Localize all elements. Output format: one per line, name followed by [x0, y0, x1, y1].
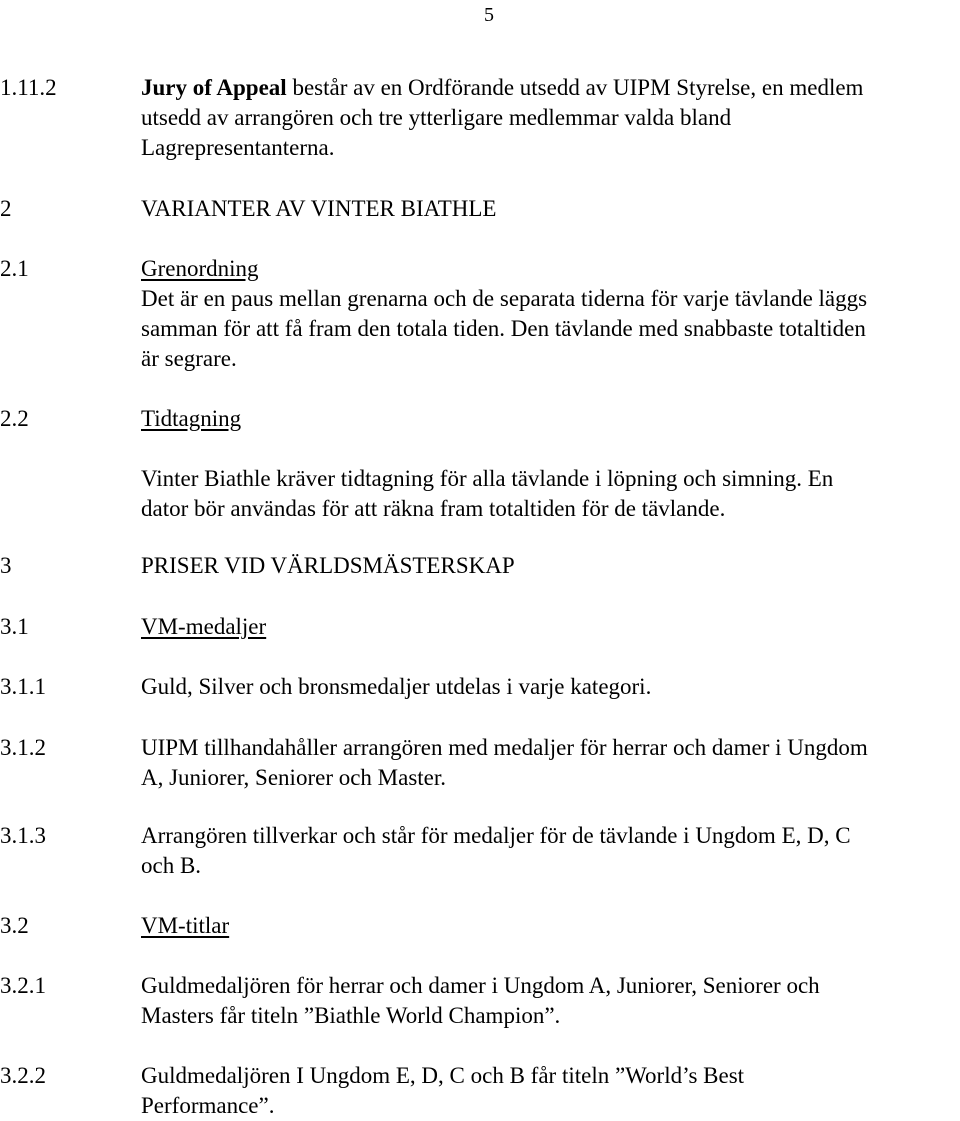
- section-number-3-2-2: 3.2.2: [0, 1063, 46, 1088]
- section-1-11-2-line-1: [141, 73, 960, 103]
- section-3-2-1-line-2: Masters får titeln ”Biathle World Champion”.: [141, 1003, 561, 1028]
- section-1-11-2-text: [141, 73, 960, 163]
- section-3-2-2-line-2: Performance”.: [141, 1093, 275, 1118]
- section-number-3-2-1: 3.2.1: [0, 973, 46, 998]
- jury-of-appeal-term: Jury of Appeal: [141, 75, 287, 100]
- section-3-1-3-line-2: och B.: [141, 853, 202, 878]
- section-3-1-2-text: [141, 733, 960, 793]
- section-2-1-line-3: är segrare.: [141, 346, 237, 371]
- section-3-heading: PRISER VID VÄRLDSMÄSTERSKAP: [141, 553, 515, 578]
- section-number-3: 3: [0, 553, 12, 578]
- section-number-3-1-2: 3.1.2: [0, 735, 46, 760]
- section-number-2-1: 2.1: [0, 256, 29, 281]
- section-number-3-2: 3.2: [0, 913, 29, 938]
- page-number: 5: [484, 4, 494, 26]
- section-2-2-line-2: dator bör användas för att räkna fram totaltiden för de tävlande.: [141, 496, 726, 521]
- section-1-11-2-line-3: Lagrepresentanterna.: [141, 135, 335, 160]
- section-3-1-3-line-1: Arrangören tillverkar och står för medaljer för de tävlande i Ungdom E, D, C: [141, 823, 851, 848]
- section-2-heading: VARIANTER AV VINTER BIATHLE: [141, 196, 497, 221]
- section-2-2-line-1: Vinter Biathle kräver tidtagning för alla tävlande i löpning och simning. En: [141, 466, 834, 491]
- section-2-1-line-1: Det är en paus mellan grenarna och de separata tiderna för varje tävlande läggs: [141, 286, 868, 311]
- section-3-1-1-line-1: Guld, Silver och bronsmedaljer utdelas i varje kategori.: [141, 674, 652, 699]
- section-2-1-text: [141, 254, 960, 374]
- section-number-1-11-2: 1.11.2: [0, 75, 57, 100]
- section-3-2-2-text: [141, 1061, 960, 1121]
- section-3-1-2-line-1: UIPM tillhandahåller arrangören med medaljer för herrar och damer i Ungdom: [141, 735, 868, 760]
- section-number-3-1-1: 3.1.1: [0, 674, 46, 699]
- section-3-2-2-line-1: Guldmedaljören I Ungdom E, D, C och B får titeln ”World’s Best: [141, 1063, 745, 1088]
- section-2-2-title: Tidtagning: [141, 406, 242, 431]
- section-number-3-1-3: 3.1.3: [0, 823, 46, 848]
- section-3-1-2-line-2: A, Juniorer, Seniorer och Master.: [141, 765, 447, 790]
- section-2-2-text: [141, 464, 960, 524]
- section-number-2-2: 2.2: [0, 406, 29, 431]
- section-1-11-2-line-1-rest: består av en Ordförande utsedd av UIPM Styrelse, en medlem: [286, 75, 864, 100]
- section-number-3-1: 3.1: [0, 614, 29, 639]
- section-1-11-2-line-2: utsedd av arrangören och tre ytterligare medlemmar valda bland: [141, 105, 732, 130]
- section-number-2: 2: [0, 196, 12, 221]
- section-3-2-1-text: [141, 971, 960, 1031]
- section-3-2-1-line-1: Guldmedaljören för herrar och damer i Ungdom A, Juniorer, Seniorer och: [141, 973, 820, 998]
- section-3-1-title: VM-medaljer: [141, 614, 267, 639]
- section-3-1-3-text: [141, 821, 960, 881]
- section-2-1-title: Grenordning: [141, 256, 259, 281]
- section-2-1-line-2: samman för att få fram den totala tiden. Den tävlande med snabbaste totaltiden: [141, 316, 866, 341]
- section-3-2-title: VM-titlar: [141, 913, 230, 938]
